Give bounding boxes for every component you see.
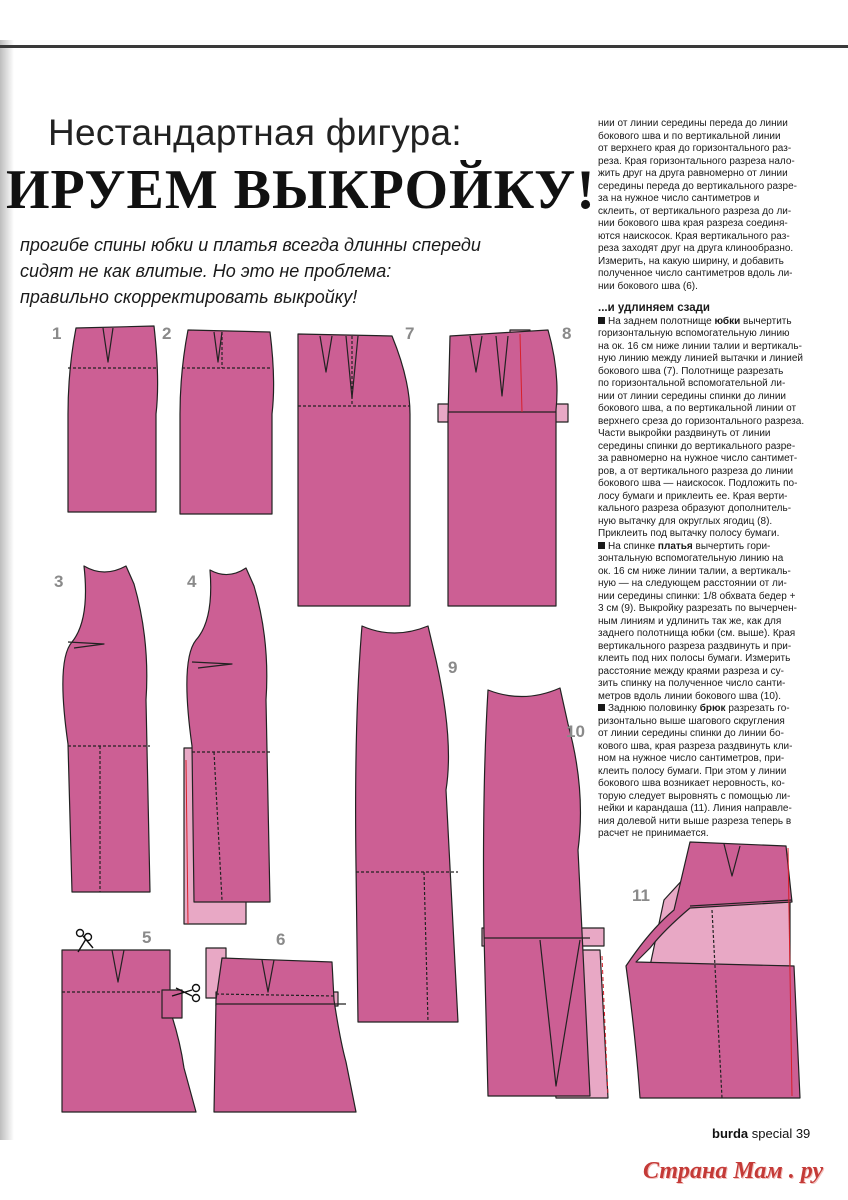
text-line: нии от линии середины переда до линии	[598, 118, 788, 129]
text-line: от верхнего края до горизонтального раз-	[598, 143, 792, 154]
text-line: Части выкройки раздвинуть от линии	[598, 428, 771, 439]
text-line: вертикального разреза раздвинуть и при-	[598, 640, 792, 652]
text-line: нии от линии середины спинки до линии	[598, 390, 786, 402]
figure-number-10: 10	[566, 722, 585, 741]
text-line: Измерить, на какую ширину, и добавить	[598, 255, 784, 267]
figure-number-4: 4	[187, 572, 197, 591]
text-line: ризонтально выше шагового скругления	[598, 715, 785, 727]
text-line: клеить под них полосы бумаги. Измерить	[598, 653, 791, 664]
scissors-icon	[77, 930, 94, 953]
text-line: за равномерно на нужное число сантимет-	[598, 453, 798, 464]
text-line: кального разреза образуют дополнитель-	[598, 503, 792, 514]
text-line: заднего полотнища юбки (см. выше). Края	[598, 628, 796, 639]
figure-number-6: 6	[276, 930, 286, 949]
figure-number-8: 8	[562, 324, 572, 343]
lead-text: На заднем полотнище	[608, 315, 715, 327]
text-line: расстояние между краями разреза и су-	[598, 665, 784, 677]
text-line: метров вдоль линии бокового шва (10).	[598, 690, 781, 702]
text-line: 3 см (9). Выкройку разрезать по вычерчен-	[598, 603, 797, 614]
text-line: верхнего среза до горизонтального разреза.	[598, 415, 805, 427]
text-line: жить друг на друга равномерно от линии	[598, 168, 788, 179]
subtitle-line: правильно скорректировать выкройку!	[20, 287, 358, 307]
bold-term: брюк	[699, 703, 726, 714]
text-line: ном на нужное число сантиметров, при-	[598, 753, 785, 764]
title-line-2: ИРУЕМ ВЫКРОЙКУ!	[6, 159, 596, 221]
text-line: середины спинки до вертикального разре-	[598, 440, 796, 452]
text-line: ок. 16 см ниже линии талии, а вертикаль-	[598, 565, 791, 577]
text-line: нейки и карандаша (11). Линия направле-	[598, 803, 792, 814]
figure-4-dress-back-altered	[184, 568, 270, 924]
watermark: Страна Мам . ру	[643, 1158, 824, 1184]
lead-after: вычертить	[740, 315, 792, 327]
text-line: ным линиям и удлинить так же, как для	[598, 615, 782, 627]
figure-10-long-dress-altered	[482, 688, 608, 1098]
text-line: нии середины спинки: 1/8 обхвата бедер +	[598, 590, 796, 602]
subtitle-line: прогибе спины юбки и платья всегда длинны спереди	[20, 235, 481, 255]
text-line: нии бокового шва (6).	[598, 280, 698, 292]
figure-7-skirt-back	[298, 334, 410, 606]
figure-number-7: 7	[405, 324, 415, 343]
figure-11-trousers-altered	[626, 842, 800, 1098]
lead-after: разрезать го-	[725, 703, 790, 714]
page-footer	[712, 1126, 810, 1141]
text-line: торую следует выровнять с помощью ли-	[598, 790, 791, 802]
figure-2-skirt-front-altered	[180, 330, 274, 514]
footer-edition: special	[748, 1126, 796, 1141]
subtitle-line: сидят не как влитые. Но это не проблема:	[20, 261, 392, 281]
section-heading: ...и удлиняем сзади	[598, 302, 710, 314]
lead-text: Заднюю половинку	[608, 703, 700, 714]
figure-number-1: 1	[52, 324, 62, 343]
text-line: ров, а от вертикального разреза до линии	[598, 465, 794, 477]
text-line: от линии середины спинки до линии бо-	[598, 728, 784, 739]
figure-5-trouser-back	[62, 950, 196, 1112]
text-line: реза заходят друг на друга клинообразно.	[598, 243, 794, 254]
text-line: ются наискосок. Края вертикального раз-	[598, 230, 790, 242]
page-number: 39	[795, 1126, 811, 1141]
text-line: ния долевой нити выше разреза теперь в	[598, 815, 792, 827]
text-line: за на нужное число сантиметров и	[598, 193, 760, 204]
footer-brand: burda	[712, 1126, 749, 1141]
figure-number-2: 2	[162, 324, 172, 343]
text-line: Приклеить под вытачку полосу бумаги.	[598, 528, 780, 539]
text-line: по горизонтальной вспомогательной ли-	[598, 378, 786, 389]
text-line: середины переда до вертикального разре-	[598, 180, 797, 192]
figure-8-skirt-back-spread	[438, 330, 568, 606]
text-line: зить спинку на полученное число санти-	[598, 678, 786, 689]
figure-number-5: 5	[142, 928, 152, 947]
text-line: склеить, от вертикального разреза до ли-	[598, 205, 792, 217]
text-line: ную линию между линией вытачки и линией	[598, 353, 803, 364]
text-line: расчет не принимается.	[598, 828, 709, 839]
figure-9-long-dress-back	[356, 626, 458, 1022]
text-line: горизонтальную вспомогательную линию	[598, 328, 790, 339]
text-line: кового шва, края разреза раздвинуть кли-	[598, 740, 793, 752]
text-line: лосу бумаги и приклеить ее. Края верти-	[598, 490, 788, 502]
text-line: клеить полосу бумаги. При этом у линии	[598, 765, 787, 777]
text-line: полученное число сантиметров вдоль ли-	[598, 268, 793, 279]
figure-6-trouser-back-altered	[206, 948, 356, 1112]
bold-term: платья	[657, 540, 693, 552]
text-line: бокового шва — наискосок. Подложить по-	[598, 478, 798, 489]
text-line: ную вытачку для округлых ягодиц (8).	[598, 515, 773, 527]
text-line: зонтальную вспомогательную линию на	[598, 553, 784, 564]
figure-number-11: 11	[632, 886, 650, 905]
text-line: бокового шва возникает неровность, ко-	[598, 778, 785, 789]
text-line: нии бокового шва края разреза соединя-	[598, 218, 788, 229]
text-line: реза. Края горизонтального разреза нало-	[598, 155, 795, 167]
figure-3-dress-back	[63, 566, 150, 892]
figure-number-3: 3	[54, 572, 64, 591]
text-line: бокового шва, а по вертикальной линии от	[598, 403, 797, 414]
text-line: ную — на следующем расстоянии от ли-	[598, 578, 787, 589]
lead-after: вычертить гори-	[692, 540, 771, 552]
text-line: бокового шва (7). Полотнище разрезать	[598, 365, 784, 377]
text-line: бокового шва и по вертикальной линии	[598, 130, 781, 142]
text-line: на ок. 16 см ниже линии талии и вертикаль-	[598, 340, 802, 352]
bold-term: юбки	[714, 315, 741, 327]
lead-text: На спинке	[608, 540, 658, 552]
title-line-1: Нестандартная фигура:	[48, 112, 462, 153]
figure-1-skirt-front	[68, 326, 158, 512]
figure-number-9: 9	[448, 658, 458, 677]
